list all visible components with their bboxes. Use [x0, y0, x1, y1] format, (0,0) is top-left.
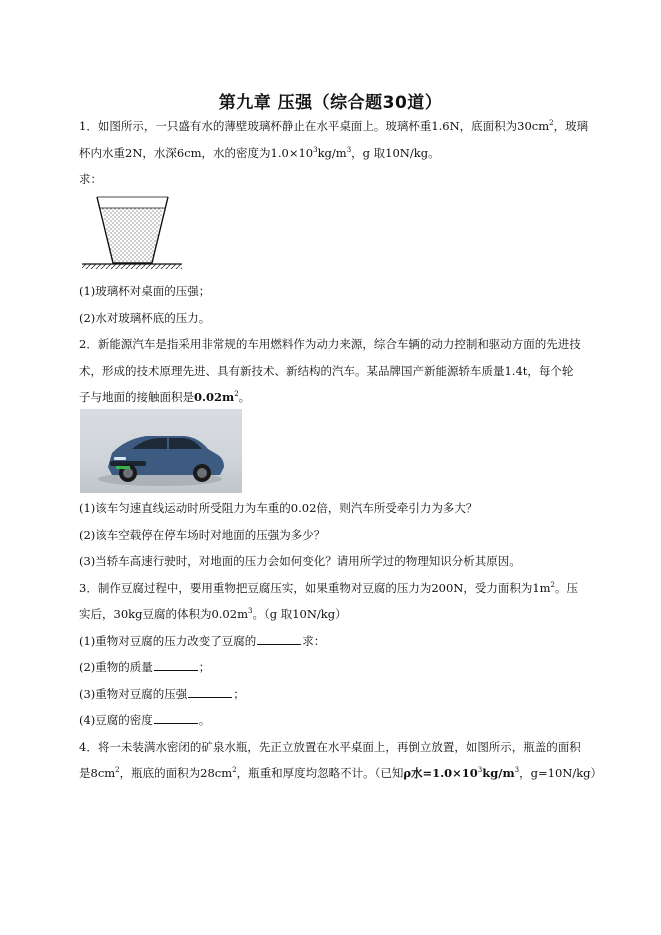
q3-sub1: [79, 633, 325, 649]
table-hatch: [82, 264, 182, 269]
q2-sub2: (2)该车空载停在停车场时对地面的压强为多少？: [79, 528, 326, 542]
q4-line2-sup3: 3: [477, 766, 483, 775]
q1-text-a: 1．如图所示，一只盛有水的薄壁玻璃杯静止在水平桌面上。玻璃杯重1.6N，底面积为30cm: [79, 119, 550, 133]
q2-line3-a: 子与地面的接触面积是: [79, 390, 194, 404]
q2-sub3: (3)当轿车高速行驶时，对地面的压力会如何变化？请用所学过的物理知识分析其原因。: [79, 554, 521, 568]
q4-rho: ρ水: [403, 766, 423, 780]
q2-line1: 2．新能源汽车是指采用非常规的车用燃料作为动力来源，综合车辆的动力控制和驱动方面的先进技: [79, 337, 581, 351]
answer-blank[interactable]: [188, 687, 232, 698]
q3-line2-a: 实后，30kg豆腐的体积为0.02m: [79, 607, 248, 621]
q1-sub1: (1)玻璃杯对桌面的压强；: [79, 284, 211, 298]
q1-sub2: (2)水对玻璃杯底的压力。: [79, 311, 211, 325]
q3-sub1-a: (1)重物对豆腐的压力改变了豆腐的: [79, 634, 257, 648]
page-title: 第九章 压强（综合题30道）: [218, 93, 443, 113]
q3-sub2-b: ；: [198, 660, 211, 674]
car-photo: [80, 409, 242, 493]
glass-cup-figure: [78, 192, 188, 270]
q1-line2-b: kg/m: [317, 146, 347, 160]
q3-sub3-b: ；: [233, 687, 245, 701]
q1-line2-sup1: 3: [313, 146, 318, 155]
q1-line2-sup2: 3: [346, 146, 352, 155]
q2-line3: [79, 389, 250, 405]
q3-sub2: [79, 659, 210, 675]
q1-line2-a: 杯内水重2N，水深6cm，水的密度为1.0×10: [79, 146, 314, 160]
q3-sub3: [79, 686, 245, 702]
q3-line2-sup: 3: [247, 607, 253, 616]
q3-sub4: [79, 712, 210, 728]
q3-line1-b: 。压: [555, 581, 579, 595]
q4-line2-sup1: 2: [115, 766, 120, 775]
q4-line2-sup4: 3: [514, 766, 520, 775]
q4-line2-e: kg/m: [482, 766, 515, 780]
q3-sub2-a: (2)重物的质量: [79, 660, 153, 674]
q3-sub4-a: (4)豆腐的密度: [79, 713, 153, 727]
answer-blank[interactable]: [154, 713, 198, 724]
q2-line3-sup: 2: [234, 390, 239, 399]
q3-line2: [79, 606, 347, 622]
q4-line2-b: ，瓶底的面积为28cm: [119, 766, 233, 780]
q1-sup: 2: [549, 119, 554, 128]
q1-line3: 求：: [79, 172, 102, 186]
q4-line2-f: ，g=10N/kg）: [519, 766, 603, 780]
q3-line1-a: 3．制作豆腐过程中，要用重物把豆腐压实，如果重物对豆腐的压力为200N，受力面积为1m: [79, 581, 551, 595]
q1-line2-c: ，g 取10N/kg。: [351, 146, 440, 160]
q4-line2: [79, 765, 602, 781]
q4-line2-d: =1.0×10: [422, 766, 478, 780]
q1-line2: [79, 145, 440, 161]
q2-sub1: (1)该车匀速直线运动时所受阻力为车重的0.02倍，则汽车所受牵引力为多大？: [79, 501, 478, 515]
q1-line1: [79, 118, 588, 134]
q2-line3-b: 0.02m: [194, 390, 235, 404]
q2-line2: 术，形成的技术原理先进、具有新技术、新结构的汽车。某品牌国产新能源轿车质量1.4t，每个轮: [79, 364, 574, 378]
answer-blank[interactable]: [154, 660, 198, 671]
q3-line1: [79, 580, 578, 596]
q4-line2-sup2: 2: [232, 766, 237, 775]
q3-sub3-a: (3)重物对豆腐的压强: [79, 687, 188, 701]
q1-text-b: ，玻璃: [553, 119, 589, 133]
q4-line2-a: 是8cm: [79, 766, 116, 780]
q4-line2-c: ，瓶重和厚度均忽略不计。（已知: [236, 766, 404, 780]
q3-sub1-b: 求：: [302, 634, 326, 648]
q3-line2-b: 。（g 取10N/kg）: [252, 607, 347, 621]
q3-sub4-b: 。: [198, 713, 211, 727]
car-illustration: [80, 409, 242, 493]
q4-line1: 4．将一未装满水密闭的矿泉水瓶，先正立放置在水平桌面上，再倒立放置，如图所示，瓶盖的面积: [79, 740, 581, 754]
q3-line1-sup: 2: [550, 581, 556, 590]
q2-line3-c: 。: [238, 390, 251, 404]
answer-blank[interactable]: [257, 634, 301, 645]
